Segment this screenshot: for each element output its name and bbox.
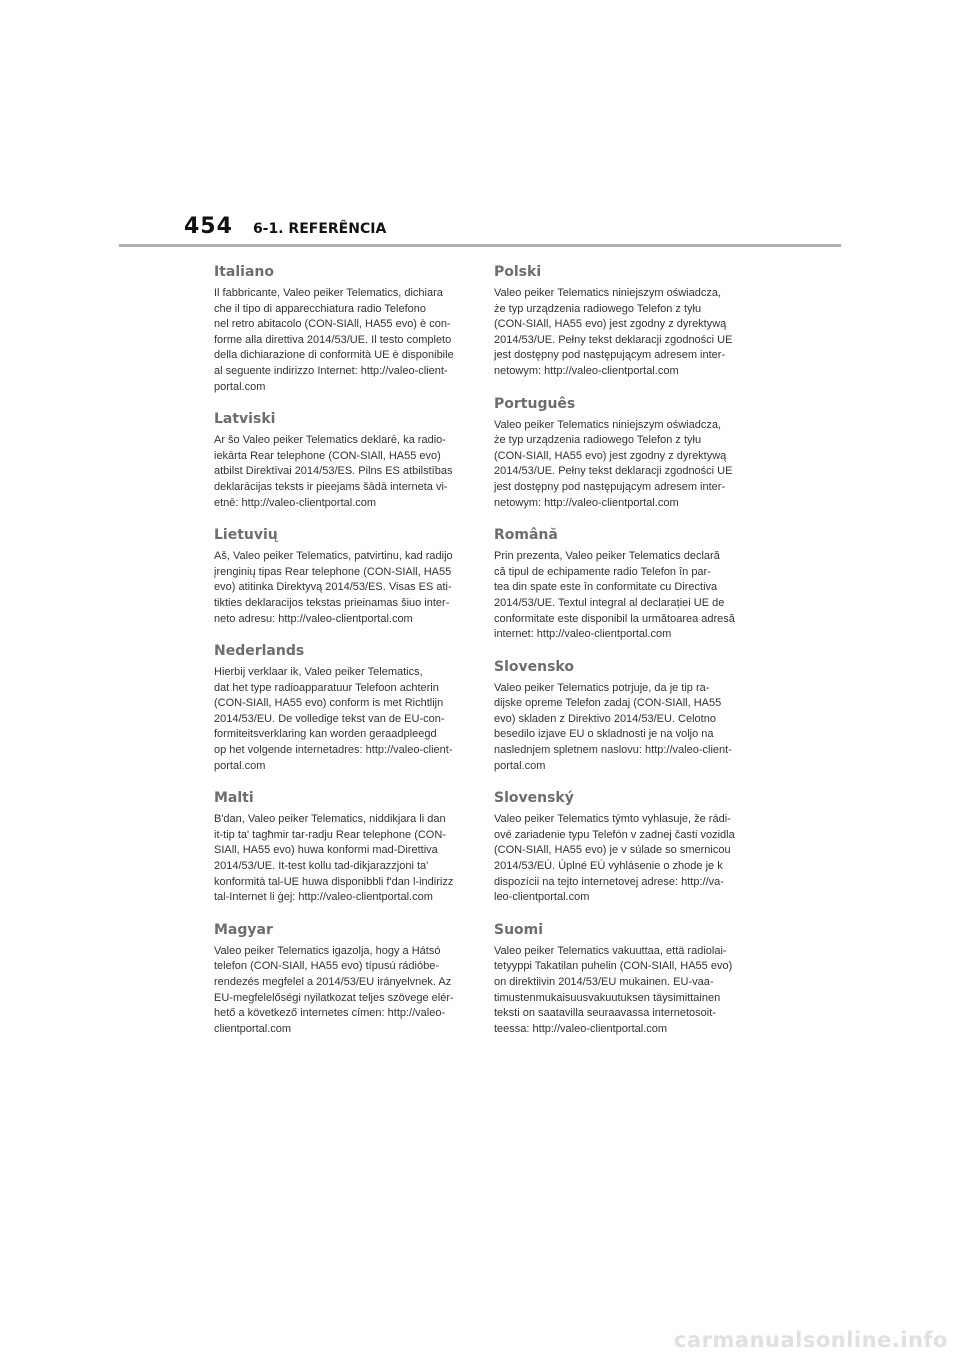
section-text: Valeo peiker Telematics týmto vyhlasuje, že rádi- ové zariadenie typu Telefón v zadnej časti vozidla (CON-SIAll, HA55 evo) je v súlade so smernicou 2014/53/EÚ. Úplné EÚ vyhlásenie o zhode je k dispozícii na tejto internetovej adrese: http://va- leo-clientportal.com bbox=[494, 813, 735, 904]
section-title: Italiano bbox=[214, 264, 274, 280]
section-text: B'dan, Valeo peiker Telematics, niddikjara li dan it-tip ta' tagħmir tar-radju Rear telephone (CON- SIAll, HA55 evo) huwa konformi mad-Direttiva 2014/53/UE. It-test kollu tad-dikjarazzjoni ta' konformità tal-UE huwa disponibbli f'dan l-indirizz tal-Internet li ġej: http://valeo-clientportal.com bbox=[214, 813, 454, 904]
section-slovensky bbox=[494, 790, 744, 906]
header-divider bbox=[119, 244, 841, 247]
section-text: Il fabbricante, Valeo peiker Telematics, dichiara che il tipo di apparecchiatura radio Telefono nel retro abitacolo (CON-SIAll, HA55 evo) è con- forme alla direttiva 2014/53/UE. Il testo completo della dichiarazione di conformità UE è disponibile al seguente indirizzo Internet: http://valeo-client- portal.com bbox=[214, 287, 454, 393]
section-title: Português bbox=[494, 395, 576, 412]
section-text: Valeo peiker Telematics potrjuje, da je tip ra- dijske opreme Telefon zadaj (CON-SIAll, HA55 evo) skladen z Direktivo 2014/53/EU. Celotno besedilo izjave EU o skladnosti je na voljo na naslednjem spletnem naslovu: http://valeo-client- portal.com bbox=[494, 681, 732, 772]
section-title: Malti bbox=[214, 790, 254, 807]
section-latviski bbox=[214, 411, 464, 511]
section-text: Valeo peiker Telematics igazolja, hogy a Hátsó telefon (CON-SIAll, HA55 evo) típusú rádióbe- rendezés megfelel a 2014/53/EU irányelvnek. Az EU-megfelelőségi nyilatkozat teljes szövege elér- hető a következő internetes címen: http://valeo- clientportal.com bbox=[214, 944, 454, 1035]
section-title: Slovenský bbox=[494, 790, 574, 807]
section-nederlands bbox=[214, 643, 464, 774]
section-malti bbox=[214, 790, 464, 906]
chapter-title: 6-1. REFERÊNCIA bbox=[252, 221, 387, 237]
section-text: Valeo peiker Telematics niniejszym oświadcza, że typ urządzenia radiowego Telefon z tyłu (CON-SIAll, HA55 evo) jest zgodny z dyrektywą 2014/53/UE. Pełny tekst deklaracji zgodności UE jest dostępny pod następującym adresem inter- netowym: http://valeo-clientportal.com bbox=[494, 418, 733, 509]
section-title: Magyar bbox=[214, 921, 273, 938]
page-header bbox=[184, 214, 386, 239]
section-title: Nederlands bbox=[214, 643, 305, 660]
section-text: Valeo peiker Telematics vakuuttaa, että radiolai- tetyyppi Takatilan puhelin (CON-SIAll, HA55 evo) on direktiivin 2014/53/EU mukainen. EU-vaa- timustenmukaisuusvakuutuksen täysimittainen teksti on saatavilla seuraavassa internetosoit- teessa: http://valeo-clientportal.com bbox=[494, 944, 733, 1035]
left-column bbox=[214, 264, 464, 1053]
section-slovensko bbox=[494, 659, 744, 775]
section-title: Suomi bbox=[494, 921, 544, 938]
section-title: Polski bbox=[494, 264, 542, 280]
section-magyar bbox=[214, 922, 464, 1038]
right-column bbox=[494, 264, 744, 1053]
section-title: Lietuvių bbox=[214, 527, 278, 544]
site-watermark: carmanualsonline.info bbox=[674, 1328, 948, 1352]
section-title: Slovensko bbox=[494, 658, 574, 675]
section-text: Ar šo Valeo peiker Telematics deklarē, ka radio- iekārta Rear telephone (CON-SIAll, HA55 evo) atbilst Direktīvai 2014/53/ES. Pilns ES atbilstības deklarācijas teksts ir pieejams šādā interneta vi- etnē: http://valeo-clientportal.com bbox=[214, 434, 453, 509]
section-suomi bbox=[494, 922, 744, 1038]
section-polski bbox=[494, 264, 744, 380]
section-text: Valeo peiker Telematics niniejszym oświadcza, że typ urządzenia radiowego Telefon z tyłu (CON-SIAll, HA55 evo) jest zgodny z dyrektywą 2014/53/UE. Pełny tekst deklaracji zgodności UE jest dostępny pod następującym adresem inter- netowym: http://valeo-clientportal.com bbox=[494, 287, 733, 377]
section-title: Latviski bbox=[214, 411, 276, 428]
section-text: Prin prezenta, Valeo peiker Telematics declară că tipul de echipamente radio Telefon în par- tea din spate este în conformitate cu Directiva 2014/53/UE. Textul integral al declarației UE de conformitate este disponibil la următoarea adresă internet: http://valeo-clientportal.com bbox=[494, 550, 735, 641]
section-text: Aš, Valeo peiker Telematics, patvirtinu, kad radijo įrenginių tipas Rear telephone (CON-SIAll, HA55 evo) atitinka Direktyvą 2014/53/ES. Visas ES ati- tikties deklaracijos tekstas prieinamas šiuo inter- neto adresu: http://valeo-clientportal.com bbox=[214, 550, 453, 625]
section-text: Hierbij verklaar ik, Valeo peiker Telematics, dat het type radioapparatuur Telefoon achterin (CON-SIAll, HA55 evo) conform is met Richtlijn 2014/53/EU. De volledige tekst van de EU-con- formiteitsverklaring kan worden geraadpleegd op het volgende internetadres: http://valeo-client- portal.com bbox=[214, 666, 453, 772]
section-italiano bbox=[214, 264, 464, 395]
section-portugues bbox=[494, 396, 744, 512]
section-title: Română bbox=[494, 527, 558, 544]
page-number: 454 bbox=[184, 214, 233, 239]
section-lietuviu bbox=[214, 527, 464, 627]
section-romana bbox=[494, 527, 744, 643]
